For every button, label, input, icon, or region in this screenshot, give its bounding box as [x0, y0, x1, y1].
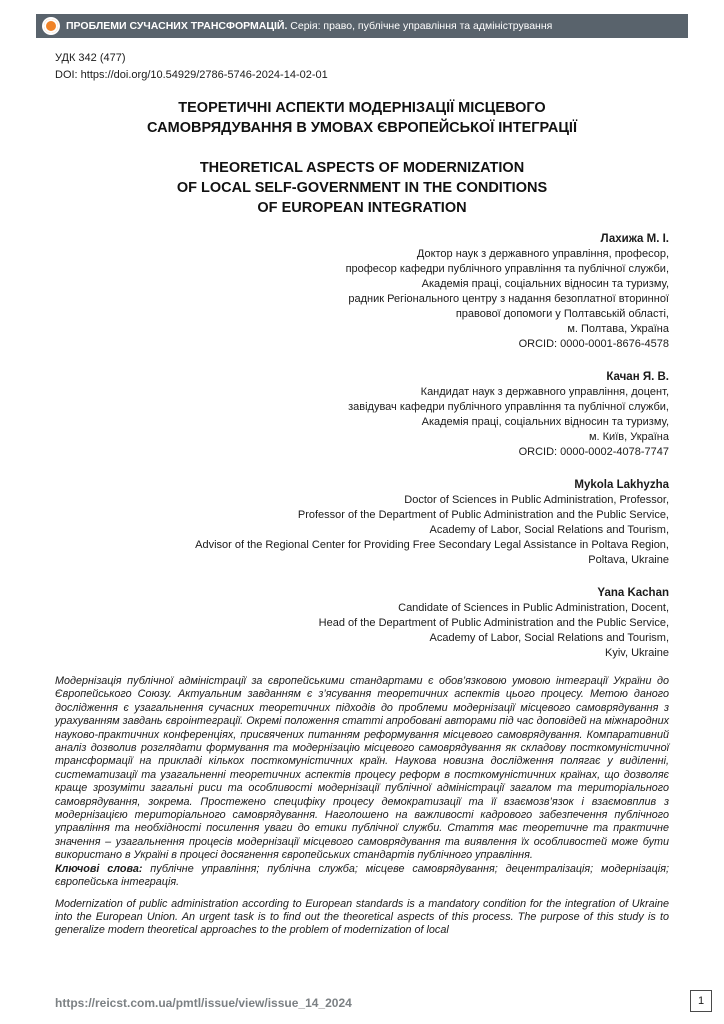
- author-affiliation-line: Candidate of Sciences in Public Administration, Docent,: [398, 602, 669, 614]
- article-title-en-line1: THEORETICAL ASPECTS OF MODERNIZATION: [199, 160, 525, 176]
- article-content: [36, 51, 688, 938]
- journal-title-series: Серія: право, публічне управління та адміністрування: [287, 20, 553, 32]
- authors-section: [55, 232, 669, 661]
- udk-code: УДК 342 (477): [55, 52, 126, 64]
- journal-title-bold: ПРОБЛЕМИ СУЧАСНИХ ТРАНСФОРМАЦІЙ.: [66, 20, 288, 32]
- article-title-en-line2: OF LOCAL SELF-GOVERNMENT IN THE CONDITIONS: [176, 180, 548, 196]
- author-affiliation-line: Professor of the Department of Public Administration and the Public Service,: [297, 509, 669, 521]
- author-block: [55, 586, 669, 661]
- journal-logo-icon: [42, 17, 60, 35]
- author-affiliation-line: ORCID: 0000-0001-8676-4578: [518, 338, 669, 350]
- doi-link[interactable]: DOI: https://doi.org/10.54929/2786-5746-2024-14-02-01: [55, 69, 328, 81]
- issue-url-link[interactable]: https://reicst.com.ua/pmtl/issue/view/issue_14_2024: [55, 996, 352, 1010]
- article-title-uk: [55, 98, 669, 138]
- abstract-en: Modernization of public administration according to European standards is a mandatory condition for the integration of Ukraine into the European Union. An urgent task is to find out the theoretical aspects of this process. The purpose of this study is to generalize modern theoretical approaches to the problem of modernization of local: [55, 897, 669, 937]
- keywords-text: публічне управління; публічна служба; місцеве самоврядування; децентралізація; модернізація; європейська інтеграція.: [55, 862, 670, 889]
- author-affiliation-line: м. Полтава, Україна: [567, 323, 669, 335]
- author-affiliation-line: Advisor of the Regional Center for Providing Free Secondary Legal Assistance in Poltava Region,: [195, 539, 669, 551]
- author-affiliation-line: Доктор наук з державного управління, професор,: [416, 248, 669, 260]
- author-affiliation-line: завідувач кафедри публічного управління та публічної служби,: [348, 401, 669, 413]
- author-affiliation-line: правової допомоги у Полтавській області,: [455, 308, 669, 320]
- author-name: Лахижа М. І.: [600, 233, 669, 245]
- author-affiliation-line: м. Київ, Україна: [588, 431, 669, 443]
- article-title-uk-line1: ТЕОРЕТИЧНІ АСПЕКТИ МОДЕРНІЗАЦІЇ МІСЦЕВОГО: [178, 100, 546, 116]
- author-affiliation-line: Academy of Labor, Social Relations and Tourism,: [429, 632, 669, 644]
- author-affiliation-line: Академія праці, соціальних відносин та туризму,: [421, 278, 669, 290]
- article-title-uk-line2: САМОВРЯДУВАННЯ В УМОВАХ ЄВРОПЕЙСЬКОЇ ІНТЕГРАЦІЇ: [147, 120, 577, 136]
- article-title-en: [55, 158, 669, 218]
- keywords-label: Ключові слова:: [55, 862, 143, 875]
- article-title-en-line3: OF EUROPEAN INTEGRATION: [257, 200, 467, 216]
- author-affiliation-line: Академія праці, соціальних відносин та туризму,: [421, 416, 669, 428]
- author-affiliation-line: Кандидат наук з державного управління, доцент,: [420, 386, 669, 398]
- author-affiliation-line: Poltava, Ukraine: [588, 554, 669, 566]
- author-affiliation-line: професор кафедри публічного управління та публічної служби,: [345, 263, 669, 275]
- author-affiliation-line: Academy of Labor, Social Relations and Tourism,: [429, 524, 669, 536]
- keywords-paragraph: [55, 863, 669, 890]
- author-affiliation-line: Head of the Department of Public Administration and the Public Service,: [318, 617, 669, 629]
- author-name: Mykola Lakhyzha: [574, 479, 669, 491]
- author-block: [55, 370, 669, 460]
- author-name: Yana Kachan: [597, 587, 669, 599]
- page-number-badge: 1: [690, 990, 712, 1012]
- journal-header-bar: [36, 14, 688, 38]
- author-block: [55, 478, 669, 568]
- author-affiliation-line: радник Регіонального центру з надання безоплатної вторинної: [348, 293, 669, 305]
- author-name: Качан Я. В.: [606, 371, 669, 383]
- journal-title: [66, 20, 552, 32]
- author-affiliation-line: Kyiv, Ukraine: [605, 647, 669, 659]
- journal-logo-inner-icon: [44, 19, 58, 33]
- author-affiliation-line: Doctor of Sciences in Public Administration, Professor,: [404, 494, 669, 506]
- author-block: [55, 232, 669, 352]
- author-affiliation-line: ORCID: 0000-0002-4078-7747: [518, 446, 669, 458]
- abstract-uk: Модернізація публічної адміністрації за європейськими стандартами є обов’язковою умовою інтеграції України до Європейського Союзу. Актуальним завданням є з’ясування теоретичних аспектів цього процесу. Метою даного дослідження є узагальнення сучасних теоретичних підходів до проблеми модернізації місцевого самоврядування з урахуванням завдань євроінтеграції. Окремі положення статті апробовані авторами під час доповідей на міжнародних науково-практичних конференціях, присвячених питанням реформування місцевого самоврядування. Компаративний аналіз дозволив розглядати формування та модернізацію місцевого самоврядування як складову посткомуністичної трансформації на прикладі кількох посткомуністичних країн. Наукова новизна дослідження полягає у виділенні, систематизації та узагальненні теоретичних аспектів процесу реформ в посткомуністичних країнах, що дозволяє краще зрозуміти загальні риси та особливості модернізації публічної адміністрації загалом та територіального самоврядування, зокрема. Простежено специфіку процесу демократизації та її взаємозв’язок і взаємовплив з модернізацією територіального самоврядування. Наголошено на важливості кадрового забезпечення публічного управління та необхідності посилення уваги до етики публічної служби. Стаття має теоретичне та практичне значення – узагальнення процесів модернізації місцевого самоврядування та виявлення їх особливостей може бути використано в Україні в процесі досягнення європейських стандартів публічного управління.: [55, 675, 669, 862]
